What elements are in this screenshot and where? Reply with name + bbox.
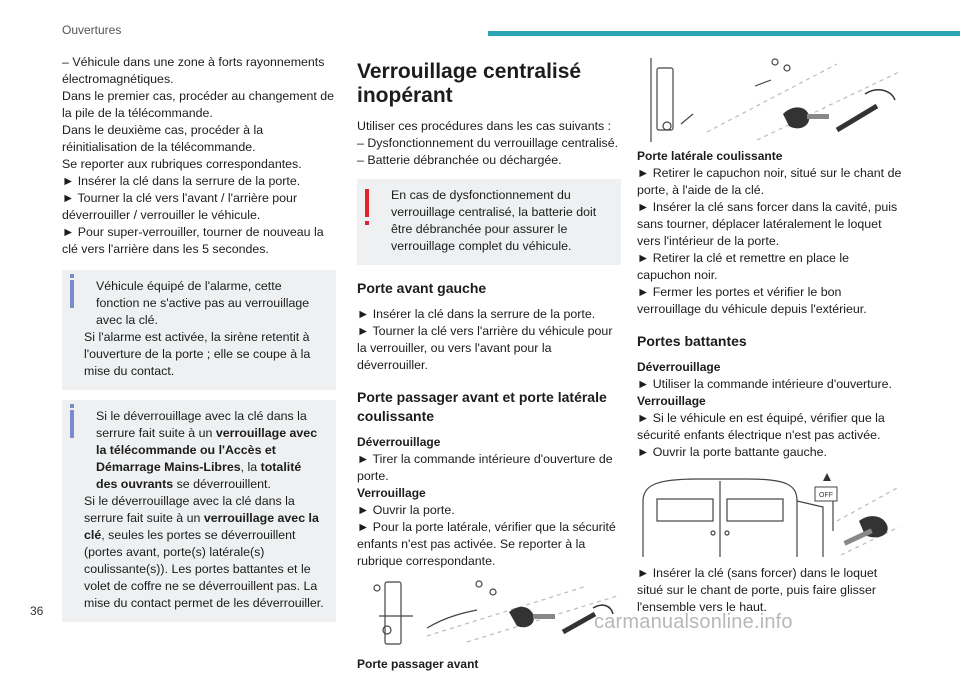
- step: ► Fermer les portes et vérifier le bon verrouillage du véhicule depuis l'extérieur.: [637, 285, 867, 316]
- passenger-door-illustration: [357, 576, 617, 650]
- section-label: Ouvertures: [62, 23, 122, 37]
- paragraph: Dans le deuxième cas, procéder à la réinitialisation de la télécommande.: [62, 123, 264, 154]
- sub-label: Verrouillage: [637, 394, 706, 408]
- info-text: Si l'alarme est activée, la sirène retentit à l'ouverture de la porte ; elle se coupe à la mise du contact.: [84, 330, 311, 378]
- step: ► Utiliser la commande intérieure d'ouverture.: [637, 377, 892, 391]
- step: ► Pour la porte latérale, vérifier que la sécurité enfants n'est pas activée. Se reporter à la rubrique correspondante.: [357, 520, 616, 568]
- step: ► Ouvrir la porte battante gauche.: [637, 445, 827, 459]
- column-right: [637, 54, 903, 616]
- section-title: Verrouillage centralisé inopérant: [357, 60, 582, 107]
- step: ► Insérer la clé dans la serrure de la porte.: [62, 174, 301, 188]
- page-header: [0, 0, 960, 40]
- key-icon: [783, 107, 829, 128]
- step: ► Insérer la clé dans la serrure de la porte.: [357, 307, 596, 321]
- hinged-doors-illustration: [637, 471, 903, 559]
- info-text: Véhicule équipé de l'alarme, cette fonction ne s'active pas au verrouillage avec la clé.: [96, 279, 310, 327]
- sub-label: Verrouillage: [357, 486, 426, 500]
- step: ► Tirer la commande intérieure d'ouverture de porte.: [357, 452, 613, 483]
- step: ► Si le véhicule en est équipé, vérifier que la sécurité enfants électrique n'est pas activée.: [637, 411, 885, 442]
- sliding-door-illustration: [637, 54, 903, 144]
- figure-caption: Porte latérale coulissante: [637, 149, 783, 163]
- key-turn-icon: [837, 90, 895, 130]
- warning-box: [357, 179, 621, 265]
- paragraph: – Véhicule dans une zone à forts rayonnements électromagnétiques.: [62, 55, 325, 86]
- step: ► Retirer la clé et remettre en place le capuchon noir.: [637, 251, 849, 282]
- step: ► Tourner la clé vers l'arrière du véhicule pour la verrouiller, ou vers l'avant pour la déverrouiller.: [357, 324, 613, 372]
- step: ► Insérer la clé sans forcer dans la cavité, puis sans tourner, déplacer latéralement le loquet vers l'intérieur de la porte.: [637, 200, 898, 248]
- list-item: – Dysfonctionnement du verrouillage centralisé.: [357, 136, 619, 150]
- paragraph: Dans le premier cas, procéder au changement de la pile de la télécommande.: [62, 89, 335, 120]
- subsection-title: Portes battantes: [637, 333, 747, 349]
- step: ► Tourner la clé vers l'avant / l'arrière pour déverrouiller / verrouiller le véhicule.: [62, 191, 298, 222]
- paragraph: Se reporter aux rubriques correspondantes.: [62, 157, 302, 171]
- figure-caption: Porte passager avant: [357, 657, 479, 671]
- off-label: OFF: [819, 492, 833, 499]
- subsection-title: Porte passager avant et porte latérale coulissante: [357, 389, 607, 424]
- key-icon: [509, 607, 555, 627]
- column-left: [62, 54, 336, 632]
- info-icon: [70, 410, 74, 438]
- page-number: 36: [30, 604, 44, 618]
- sub-label: Déverrouillage: [637, 360, 721, 374]
- accent-bar: [488, 31, 960, 36]
- list-item: – Batterie débranchée ou déchargée.: [357, 153, 562, 167]
- info-text: Si le déverrouillage avec la clé dans la serrure fait suite à un verrouillage avec la télécommande ou l'Accès et Démarrage Mains-Libres, la totalité des ouvrants se déverrouillent.: [96, 409, 318, 491]
- subsection-title: Porte avant gauche: [357, 280, 487, 296]
- key-icon: [843, 516, 887, 546]
- warning-icon: [365, 189, 369, 217]
- paragraph: Utiliser ces procédures dans les cas suivants :: [357, 119, 612, 133]
- step: ► Ouvrir la porte.: [357, 503, 455, 517]
- watermark: carmanualsonline.info: [594, 611, 793, 633]
- step: ► Insérer la clé (sans forcer) dans le loquet situé sur le chant de porte, puis faire glisser l'ensemble vers le haut.: [637, 566, 878, 614]
- info-icon: [70, 280, 74, 308]
- info-text: Si le déverrouillage avec la clé dans la serrure fait suite à un verrouillage avec la clé, seules les portes se déverrouillent (portes avant, porte(s) latérale(s) coulissante(s)). Les portes battantes et le volet de coffre ne se déverrouillent pas. La mise du contact permet de les déverrouiller.: [84, 494, 324, 610]
- warning-text: En cas de dysfonctionnement du verrouillage centralisé, la batterie doit être débranchée pour assurer le verrouillage complet du véhicule.: [391, 188, 597, 253]
- info-box-alarm: [62, 270, 336, 390]
- column-middle: [357, 54, 621, 673]
- step: ► Retirer le capuchon noir, situé sur le chant de porte, à l'aide de la clé.: [637, 166, 902, 197]
- arrow-up-icon: [823, 473, 831, 481]
- info-box-unlock: [62, 400, 336, 622]
- step: ► Pour super-verrouiller, tourner de nouveau la clé vers l'arrière dans les 5 secondes.: [62, 225, 324, 256]
- sub-label: Déverrouillage: [357, 435, 441, 449]
